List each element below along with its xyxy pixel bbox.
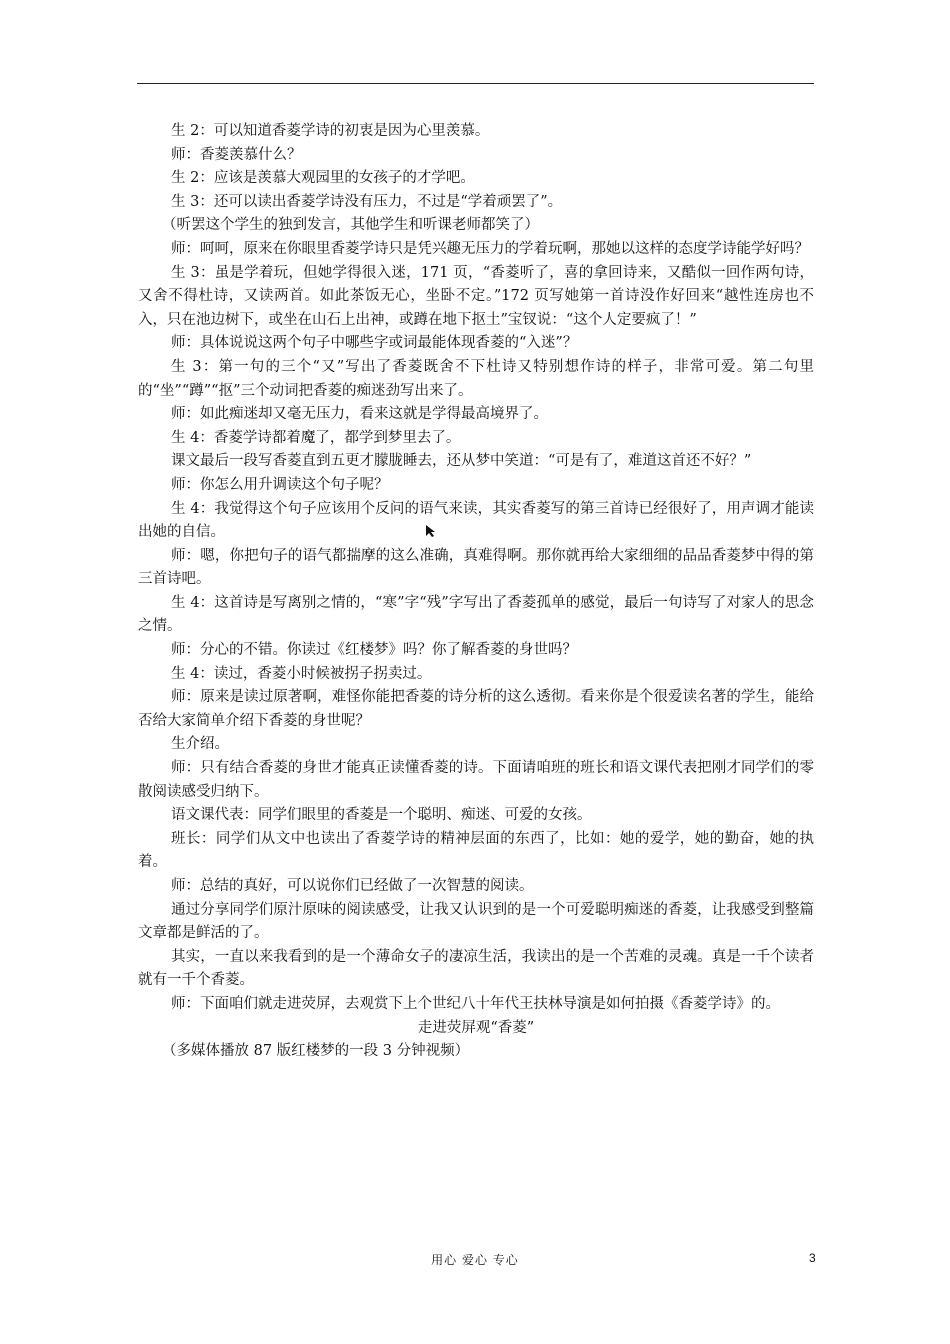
paragraph: 语文课代表：同学们眼里的香菱是一个聪明、痴迷、可爱的女孩。: [171, 807, 592, 824]
paragraph: 生 2：应该是羡慕大观园里的女孩子的才学吧。: [171, 170, 475, 187]
paragraph: 生 3：第一句的三个“又”写出了香菱既舍不下杜诗又特别想作诗的样子，非常可爱。第二句里的“坐”“蹲”“抠”三个动词把香菱的痴迷劲写出来了。: [138, 358, 814, 399]
paragraph: 师：只有结合香菱的身世才能真正读懂香菱的诗。下面请咱班的班长和语文课代表把刚才同学们的零散阅读感受归纳下。: [138, 760, 814, 800]
paragraph: 师：呵呵，原来在你眼里香菱学诗只是凭兴趣无压力的学着玩啊，那她以这样的态度学诗能学好吗？: [171, 240, 809, 257]
page-number: 3: [809, 1251, 816, 1265]
paragraph: 其实，一直以来我看到的是一个薄命女子的凄凉生活，我读出的是一个苦难的灵魂。真是一千个读者就有一千个香菱。: [138, 948, 814, 989]
paragraph: 师：总结的真好，可以说你们已经做了一次智慧的阅读。: [171, 878, 534, 894]
paragraph: 生 3：虽是学着玩，但她学得很入迷，171 页，“香菱听了，喜的拿回诗来，又酷似一回作两句诗，又舍不得杜诗，又读两首。如此茶饭无心，坐卧不定。”172 页写她第一首诗没作好回来“越性连房也不入，只在池边树下，或坐在山石上出神，或蹲在地下抠土”宝钗说：“这个人定要疯了！”: [138, 264, 814, 328]
document-body: [138, 120, 814, 1064]
section-note: （多媒体播放 87 版红楼梦的一段 3 分钟视频）: [162, 1043, 470, 1060]
paragraph: 生 3：还可以读出香菱学诗没有压力，不过是“学着顽罢了”。: [171, 193, 563, 210]
paragraph: 师：原来是读过原著啊，难怪你能把香菱的诗分析的这么透彻。看来你是个很爱读名著的学生，能给否给大家简单介绍下香菱的身世呢？: [138, 689, 814, 729]
paragraph: 生介绍。: [171, 736, 229, 753]
paragraph: 生 4：读过，香菱小时候被拐子拐卖过。: [171, 665, 432, 682]
paragraph: 师：具体说说这两个句子中哪些字或词最能体现香菱的“入迷”？: [171, 335, 578, 352]
paragraph: 生 4：我觉得这个句子应该用个反问的语气来读，其实香菱写的第三首诗已经很好了，用声调才能读出她的自信。: [138, 500, 814, 541]
footer-motto: 用心 爱心 专心: [431, 1253, 519, 1267]
section-heading: 走进荧屏观“香菱”: [417, 1019, 535, 1036]
paragraph: 生 4：这首诗是写离别之情的，“寒”字“残”字写出了香菱孤单的感觉，最后一句诗写了对家人的思念之情。: [138, 594, 814, 635]
paragraph: 师：香菱羡慕什么？: [171, 146, 302, 163]
paragraph: 师：分心的不错。你读过《红楼梦》吗？你了解香菱的身世吗？: [171, 642, 577, 659]
paragraph: 生 4：香菱学诗都着魔了，都学到梦里去了。: [171, 429, 461, 446]
mouse-cursor-icon: [424, 524, 438, 538]
paragraph: 师：下面咱们就走进荧屏，去观赏下上个世纪八十年代王扶林导演是如何拍摄《香菱学诗》的。: [171, 995, 780, 1012]
paragraph: 师：你怎么用升调读这个句子呢？: [171, 476, 389, 493]
header-rule: [137, 83, 814, 84]
paragraph: 课文最后一段写香菱直到五更才朦胧睡去，还从梦中笑道：“可是有了，难道这首还不好？”: [171, 453, 752, 470]
paragraph: 师：嗯，你把句子的语气都揣摩的这么准确，真难得啊。那你就再给大家细细的品品香菱梦中得的第三首诗吧。: [138, 547, 814, 588]
paragraph: 班长：同学们从文中也读出了香菱学诗的精神层面的东西了，比如：她的爱学，她的勤奋，她的执着。: [138, 830, 814, 871]
paragraph: 师：如此痴迷却又毫无压力，看来这就是学得最高境界了。: [171, 406, 548, 423]
paragraph: （听罢这个学生的独到发言，其他学生和听课老师都笑了）: [162, 217, 539, 234]
paragraph: 通过分享同学们原汁原味的阅读感受，让我又认识到的是一个可爱聪明痴迷的香菱，让我感受到整篇文章都是鲜活的了。: [138, 901, 814, 942]
paragraph: 生 2：可以知道香菱学诗的初衷是因为心里羡慕。: [171, 123, 490, 139]
